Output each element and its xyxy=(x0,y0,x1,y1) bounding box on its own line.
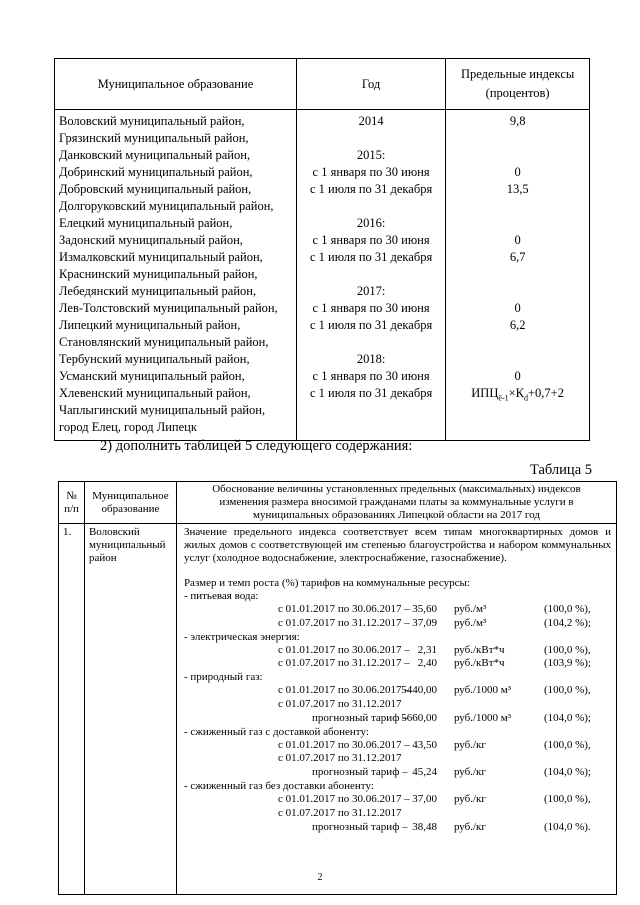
list-item: Данковский муниципальный район, xyxy=(59,148,251,162)
header-municipality: Муниципальное образование xyxy=(84,482,176,524)
row-number: 1. xyxy=(59,524,85,895)
header-justification: Обоснование величины установленных предельных (максимальных) индексов изменения размера вносимой гражданами платы за коммунальные услуги в муниципальных образованиях Липецкой области на 2017 год xyxy=(176,482,616,524)
category-electricity: - электрическая энергия: xyxy=(183,630,300,643)
index-2018-h2-formula xyxy=(446,385,589,407)
indices-table xyxy=(54,58,590,441)
period-first-half: с 1 января по 30 июня xyxy=(312,301,430,315)
list-item: Елецкий муниципальный район, xyxy=(59,216,233,230)
header-year: Год xyxy=(296,59,445,110)
tariff-line: прогнозный тариф – 38,48 руб./кг (104,0 %). xyxy=(311,820,591,833)
list-item: Грязинский муниципальный район, xyxy=(59,131,249,145)
period-second-half: с 1 июля по 31 декабря xyxy=(309,250,433,264)
list-item: Становлянский муниципальный район, xyxy=(59,335,269,349)
formula-sub: ё-1 xyxy=(498,393,509,403)
year-2016: 2016: xyxy=(356,216,386,230)
index-2017-h1: 0 xyxy=(514,301,521,315)
table-5 xyxy=(58,481,617,895)
category-water: - питьевая вода: xyxy=(183,590,259,602)
list-item: Измалковский муниципальный район, xyxy=(59,250,263,264)
header-municipality: Муниципальное образование xyxy=(55,59,297,110)
list-item: Добровский муниципальный район, xyxy=(59,182,252,196)
tariff-line: прогнозный тариф – 45,24 руб./кг (104,0 %); xyxy=(311,766,591,779)
table-header-row xyxy=(59,482,617,524)
list-item: Краснинский муниципальный район, xyxy=(59,267,258,281)
header-number: № п/п xyxy=(59,482,85,524)
index-2016-h2: 6,7 xyxy=(509,250,526,264)
list-item: Долгоруковский муниципальный район, xyxy=(59,199,274,213)
list-item: Тербунский муниципальный район, xyxy=(59,352,250,366)
tariff-line: с 01.07.2017 по 31.12.2017 – 2,40 руб./кВт*ч (103,9 %); xyxy=(277,657,591,670)
tariff-line: с 01.01.2017 по 30.06.2017 – 5440,00 руб./1000 м³ (100,0 %), xyxy=(277,684,591,697)
tariff-line: с 01.01.2017 по 30.06.2017 – 43,50 руб./кг (100,0 %), xyxy=(277,738,591,751)
tariff-line: с 01.07.2017 по 31.12.2017 xyxy=(277,697,402,710)
list-item: Добринский муниципальный район, xyxy=(59,165,253,179)
year-2015: 2015: xyxy=(356,148,386,162)
index-2018-h1: 0 xyxy=(514,369,521,383)
intro-text: Значение предельного индекса соответствует всем типам многоквартирных домов и жилых домов с соответствующей им степенью благоустройства и набором коммунальных услуг (холодное водоснабжение, электроснабжение, газоснабжение). xyxy=(183,526,611,564)
list-item: Воловский муниципальный район, xyxy=(59,114,245,128)
table-label: Таблица 5 xyxy=(529,462,592,478)
tariffs-title: Размер и темп роста (%) тарифов на коммунальные ресурсы: xyxy=(183,577,470,589)
list-item: Усманский муниципальный район, xyxy=(59,369,245,383)
formula-sub: d xyxy=(523,393,528,403)
period-second-half: с 1 июля по 31 декабря xyxy=(309,386,433,400)
formula-ipc: ИПЦ xyxy=(471,386,499,400)
year-2017: 2017: xyxy=(356,284,386,298)
tariff-line: с 01.01.2017 по 30.06.2017 – 2,31 руб./кВт*ч (100,0 %), xyxy=(277,643,591,656)
tariff-line: с 01.07.2017 по 31.12.2017 xyxy=(277,806,402,819)
period-first-half: с 1 января по 30 июня xyxy=(312,369,430,383)
header-indices: Предельные индексы (процентов) xyxy=(446,59,590,110)
category-lpg-delivery: - сжиженный газ с доставкой абоненту: xyxy=(183,725,369,738)
tariff-line: прогнозный тариф – 5660,00 руб./1000 м³ (104,0 %); xyxy=(311,711,591,724)
tariff-line: с 01.07.2017 по 31.12.2017 xyxy=(277,752,402,765)
period-second-half: с 1 июля по 31 декабря xyxy=(309,182,433,196)
formula-suffix: +0,7+2 xyxy=(527,386,564,400)
table-row xyxy=(55,110,590,441)
period-first-half: с 1 января по 30 июня xyxy=(312,233,430,247)
table-header-row xyxy=(55,59,590,110)
list-item: Задонский муниципальный район, xyxy=(59,233,243,247)
municipality-list xyxy=(55,110,297,441)
amendment-paragraph: 2) дополнить таблицей 5 следующего содержания: xyxy=(100,438,413,454)
period-second-half: с 1 июля по 31 декабря xyxy=(309,318,433,332)
index-2014: 9,8 xyxy=(509,114,526,128)
index-column xyxy=(446,110,590,441)
formula-k: ×К xyxy=(508,386,524,400)
tariff-line: с 01.01.2017 по 30.06.2017 – 37,00 руб./кг (100,0 %), xyxy=(277,792,591,805)
list-item: Лебедянский муниципальный район, xyxy=(59,284,257,298)
page-number: 2 xyxy=(317,872,323,883)
list-item: Чаплыгинский муниципальный район, xyxy=(59,403,266,417)
tariff-line: с 01.07.2017 по 31.12.2017 – 37,09 руб./м³ (104,2 %); xyxy=(277,616,591,629)
list-item: Лев-Толстовский муниципальный район, xyxy=(59,301,278,315)
index-2017-h2: 6,2 xyxy=(509,318,526,332)
category-lpg-no-delivery: - сжиженный газ без доставки абоненту: xyxy=(183,779,374,792)
category-natural-gas: - природный газ: xyxy=(183,671,263,684)
row-justification xyxy=(176,524,616,895)
row-municipality: Воловский муниципальный район xyxy=(84,524,176,895)
year-2014: 2014 xyxy=(358,114,384,128)
index-2016-h1: 0 xyxy=(514,233,521,247)
list-item: Хлевенский муниципальный район, xyxy=(59,386,251,400)
table-row xyxy=(59,524,617,895)
list-item: Липецкий муниципальный район, xyxy=(59,318,241,332)
year-2018: 2018: xyxy=(356,352,386,366)
index-2015-h1: 0 xyxy=(514,165,521,179)
period-first-half: с 1 января по 30 июня xyxy=(312,165,430,179)
list-item: город Елец, город Липецк xyxy=(59,420,197,434)
tariff-line: с 01.01.2017 по 30.06.2017 – 35,60 руб./м³ (100,0 %), xyxy=(277,603,591,615)
index-2015-h2: 13,5 xyxy=(506,182,529,196)
year-column xyxy=(296,110,445,441)
